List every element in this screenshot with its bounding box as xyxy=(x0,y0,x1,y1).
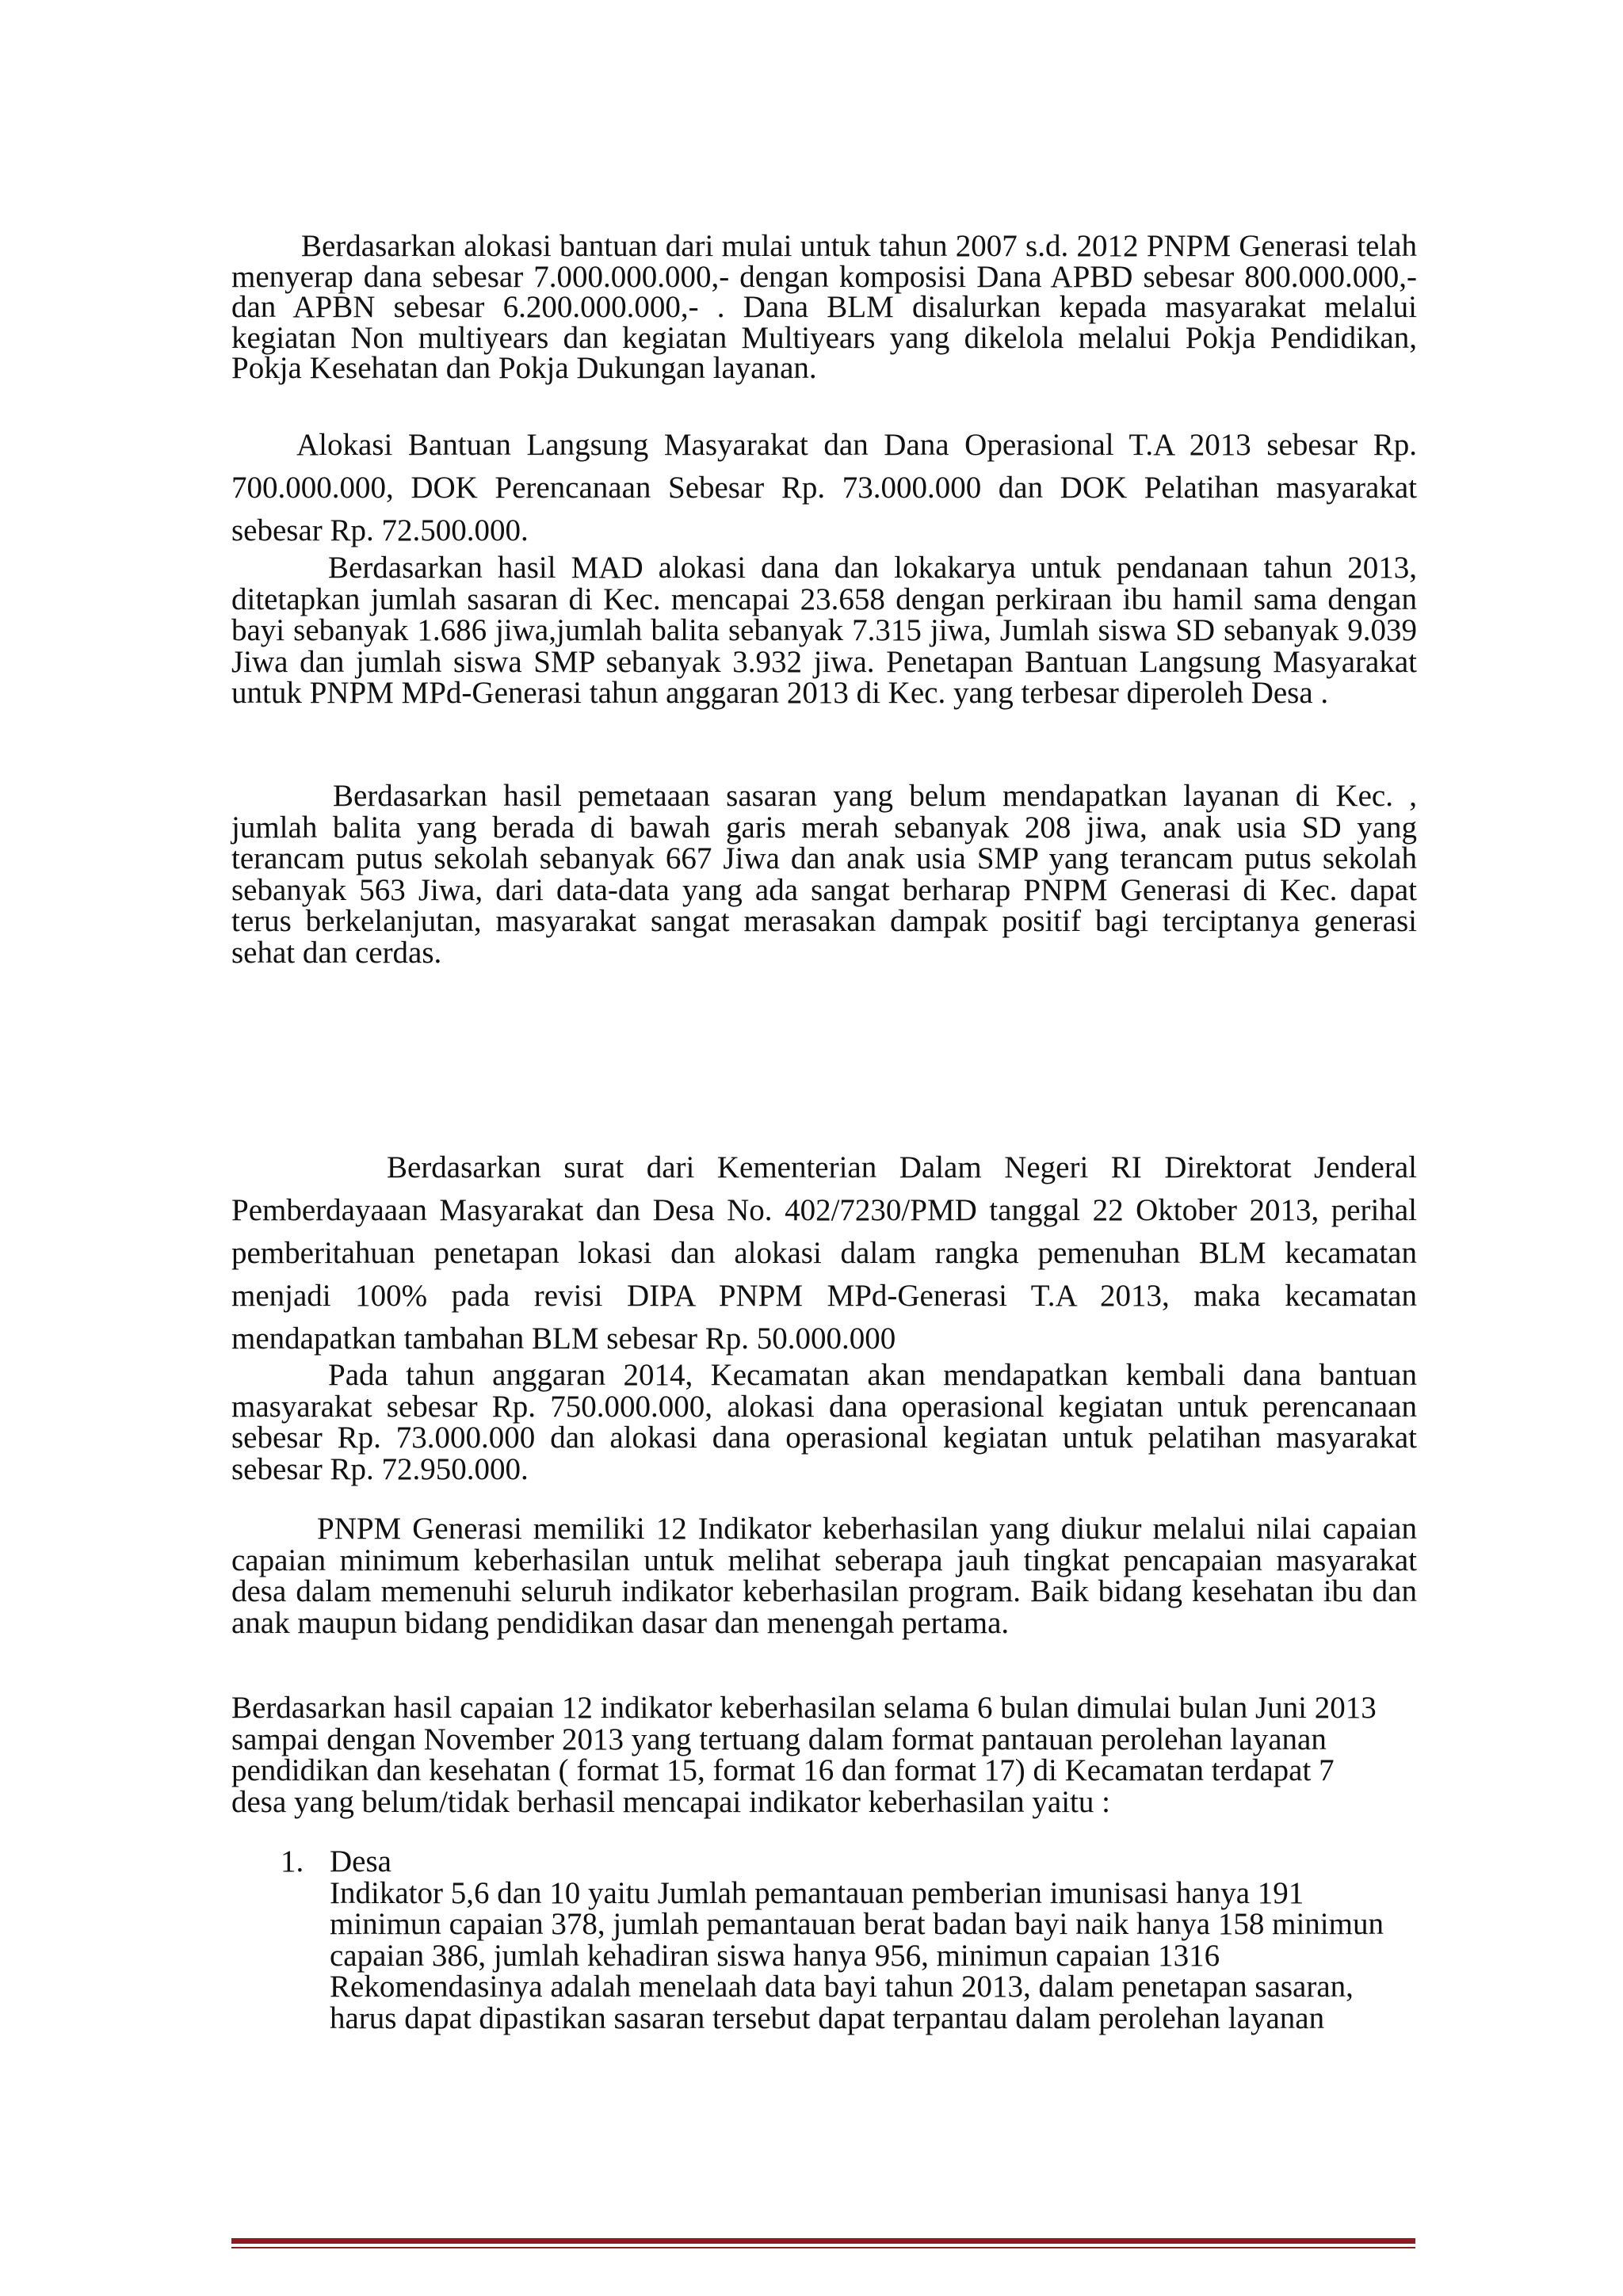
paragraph-budget-2014: Pada tahun anggaran 2014, Kecamatan akan mendapatkan kembali dana bantuan masyarakat sebesar Rp. 750.000.000, alokasi dana operasional kegiatan untuk perencanaan sebesar Rp. 73.000.000 dan alokasi dana operasional kegiatan untuk pelatihan masyarakat sebesar Rp. 72.950.000. xyxy=(231,1358,1417,1486)
list-item-body: Indikator 5,6 dan 10 yaitu Jumlah pemantauan pemberian imunisasi hanya 191 minimun capaian 378, jumlah pemantauan berat badan bayi naik hanya 158 minimun capaian 386, jumlah kehadiran siswa hanya 956, minimun capaian 1316 Rekomendasinya adalah menelaah data bayi tahun 2013, dalam penetapan sasaran, harus dapat dipastikan sasaran tersebut dapat terpantau dalam perolehan layanan xyxy=(330,1875,1384,2035)
list-item xyxy=(231,1846,1417,2034)
paragraph-allocation-2007-2012: Berdasarkan alokasi bantuan dari mulai untuk tahun 2007 s.d. 2012 PNPM Generasi telah menyerap dana sebesar 7.000.000.000,- dengan komposisi Dana APBD sebesar 800.000.000,- dan APBN sebesar 6.200.000.000,- . Dana BLM disalurkan kepada masyarakat melalui kegiatan Non multiyears dan kegiatan Multiyears yang dikelola melalui Pokja Pendidikan, Pokja Kesehatan dan Pokja Dukungan layanan. xyxy=(231,229,1417,385)
village-list xyxy=(231,1846,1417,2034)
paragraph-mad-results: Berdasarkan hasil MAD alokasi dana dan lokakarya untuk pendanaan tahun 2013, ditetapkan jumlah sasaran di Kec. mencapai 23.658 dengan perkiraan ibu hamil sama dengan bayi sebanyak 1.686 jiwa,jumlah balita sebanyak 7.315 jiwa, Jumlah siswa SD sebanyak 9.039 Jiwa dan jumlah siswa SMP sebanyak 3.932 jiwa. Penetapan Bantuan Langsung Masyarakat untuk PNPM MPd-Generasi tahun anggaran 2013 di Kec. yang terbesar diperoleh Desa . xyxy=(231,551,1417,710)
list-item-title: Desa xyxy=(330,1844,391,1878)
footer-rule-thick xyxy=(231,2238,1415,2244)
paragraph-ministry-letter: Berdasarkan surat dari Kementerian Dalam Negeri RI Direktorat Jenderal Pemberdayaaan Masyarakat dan Desa No. 402/7230/PMD tanggal 22 Oktober 2013, perihal pemberitahuan penetapan lokasi dan alokasi dalam rangka pemenuhan BLM kecamatan menjadi 100% pada revisi DIPA PNPM MPd-Generasi T.A 2013, maka kecamatan mendapatkan tambahan BLM sebesar Rp. 50.000.000 xyxy=(231,1150,1417,1356)
paragraph-allocation-2013: Alokasi Bantuan Langsung Masyarakat dan Dana Operasional T.A 2013 sebesar Rp. 700.000.000, DOK Perencanaan Sebesar Rp. 73.000.000 dan DOK Pelatihan masyarakat sebesar Rp. 72.500.000. xyxy=(231,428,1417,547)
footer-rule-thin xyxy=(231,2247,1415,2248)
list-item-number: 1. xyxy=(281,1844,304,1878)
paragraph-target-mapping: Berdasarkan hasil pemetaaan sasaran yang belum mendapatkan layanan di Kec. , jumlah balita yang berada di bawah garis merah sebanyak 208 jiwa, anak usia SD yang terancam putus sekolah sebanyak 667 Jiwa dan anak usia SMP yang terancam putus sekolah sebanyak 563 Jiwa, dari data-data yang ada sangat berharap PNPM Generasi di Kec. dapat terus berkelanjutan, masyarakat sangat merasakan dampak positif bagi terciptanya generasi sehat dan cerdas. xyxy=(231,779,1417,970)
paragraph-success-indicators: PNPM Generasi memiliki 12 Indikator keberhasilan yang diukur melalui nilai capaian capaian minimum keberhasilan untuk melihat seberapa jauh tingkat pencapaian masyarakat desa dalam memenuhi seluruh indikator keberhasilan program. Baik bidang kesehatan ibu dan anak maupun bidang pendidikan dasar dan menengah pertama. xyxy=(231,1512,1417,1640)
paragraph-indicator-results: Berdasarkan hasil capaian 12 indikator keberhasilan selama 6 bulan dimulai bulan Juni 2013 sampai dengan November 2013 yang tertuang dalam format pantauan perolehan layanan pendidikan dan kesehatan ( format 15, format 16 dan format 17) di Kecamatan terdapat 7 desa yang belum/tidak berhasil mencapai indikator keberhasilan yaitu : xyxy=(231,1691,1377,1819)
list-item-content xyxy=(330,1846,1384,2034)
